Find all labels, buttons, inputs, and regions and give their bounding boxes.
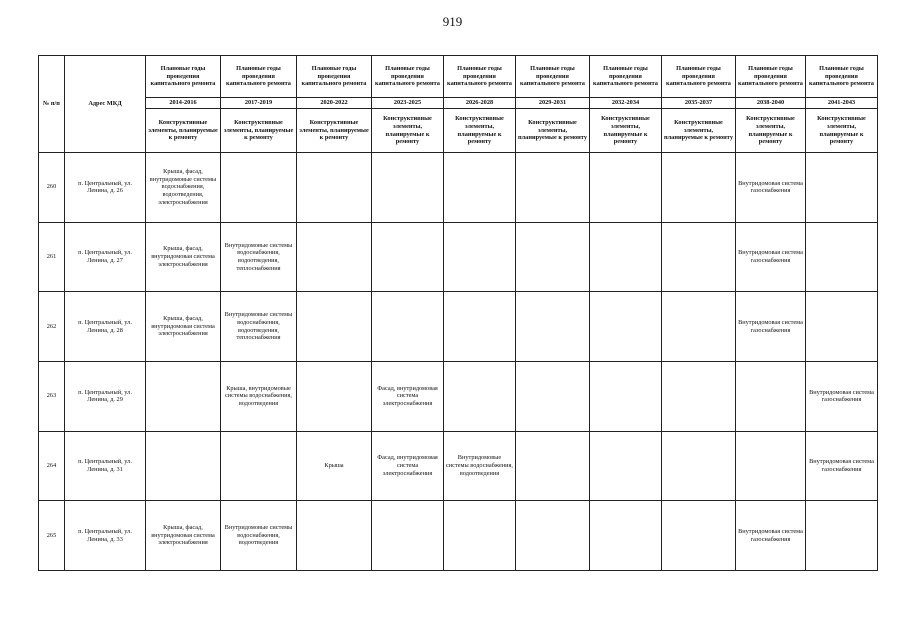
elements-cell: Внутридомовые системы водоснабжения, водоотведения, теплоснабжения <box>221 222 297 292</box>
elements-cell <box>662 501 736 571</box>
elements-cell <box>146 431 221 501</box>
elements-cell <box>662 431 736 501</box>
plan-years-header: Плановые годы проведения капитального ремонта <box>221 56 297 98</box>
elements-cell <box>662 361 736 431</box>
elements-cell <box>590 153 662 223</box>
elements-cell: Внутридомовые системы водоснабжения, водоотведения, теплоснабжения <box>221 292 297 362</box>
elements-cell <box>297 153 372 223</box>
elements-header: Конструктивные элементы, планируемые к ремонту <box>221 109 297 153</box>
capital-repair-table <box>38 55 878 571</box>
table-body <box>39 153 878 571</box>
elements-cell <box>221 431 297 501</box>
elements-cell <box>806 501 878 571</box>
elements-cell: Внутридомовые системы водоснабжения, водоотведения <box>221 501 297 571</box>
plan-years-header: Плановые годы проведения капитального ремонта <box>736 56 806 98</box>
num-header: № п/п <box>39 56 65 153</box>
elements-cell <box>516 361 590 431</box>
elements-cell <box>372 501 444 571</box>
elements-cell <box>590 361 662 431</box>
elements-cell <box>221 153 297 223</box>
plan-years-header: Плановые годы проведения капитального ремонта <box>444 56 516 98</box>
elements-cell: Внутридомовая система газоснабжения <box>806 431 878 501</box>
period-header: 2023-2025 <box>372 98 444 109</box>
elements-cell: Фасад, внутридомовая система электроснабжения <box>372 431 444 501</box>
elements-cell <box>806 292 878 362</box>
plan-years-header: Плановые годы проведения капитального ремонта <box>590 56 662 98</box>
address-cell: п. Центральный, ул. Ленина, д. 33 <box>65 501 146 571</box>
period-header: 2032-2034 <box>590 98 662 109</box>
elements-cell <box>736 431 806 501</box>
period-header: 2020-2022 <box>297 98 372 109</box>
table-row <box>39 222 878 292</box>
elements-cell <box>297 361 372 431</box>
elements-cell: Внутридомовые системы водоснабжения, водоотведения <box>444 431 516 501</box>
elements-cell: Крыша, фасад, внутридомовые системы водоснабжения, водоотведения, электроснабжения <box>146 153 221 223</box>
elements-cell: Крыша, фасад, внутридомовая система электроснабжения <box>146 501 221 571</box>
period-header: 2029-2031 <box>516 98 590 109</box>
elements-header: Конструктивные элементы, планируемые к ремонту <box>806 109 878 153</box>
table-row <box>39 292 878 362</box>
period-header: 2026-2028 <box>444 98 516 109</box>
elements-cell <box>444 222 516 292</box>
elements-cell: Крыша <box>297 431 372 501</box>
elements-header: Конструктивные элементы, планируемые к ремонту <box>590 109 662 153</box>
address-cell: п. Центральный, ул. Ленина, д. 28 <box>65 292 146 362</box>
plan-years-header: Плановые годы проведения капитального ремонта <box>372 56 444 98</box>
elements-header: Конструктивные элементы, планируемые к ремонту <box>516 109 590 153</box>
plan-years-header: Плановые годы проведения капитального ремонта <box>146 56 221 98</box>
header-plan-row <box>39 56 878 98</box>
elements-cell <box>736 361 806 431</box>
elements-cell: Внутридомовая система газоснабжения <box>736 222 806 292</box>
period-header: 2035-2037 <box>662 98 736 109</box>
elements-cell: Фасад, внутридомовая система электроснабжения <box>372 361 444 431</box>
elements-cell <box>444 361 516 431</box>
table-row <box>39 431 878 501</box>
period-header: 2017-2019 <box>221 98 297 109</box>
header-years-row <box>39 98 878 109</box>
elements-cell <box>297 501 372 571</box>
elements-header: Конструктивные элементы, планируемые к ремонту <box>736 109 806 153</box>
elements-cell <box>516 292 590 362</box>
address-header: Адрес МКД <box>65 56 146 153</box>
period-header: 2038-2040 <box>736 98 806 109</box>
elements-cell <box>372 292 444 362</box>
elements-header: Конструктивные элементы, планируемые к ремонту <box>662 109 736 153</box>
row-number: 263 <box>39 361 65 431</box>
elements-header: Конструктивные элементы, планируемые к ремонту <box>372 109 444 153</box>
elements-cell <box>146 361 221 431</box>
row-number: 265 <box>39 501 65 571</box>
address-cell: п. Центральный, ул. Ленина, д. 26 <box>65 153 146 223</box>
elements-cell <box>662 153 736 223</box>
elements-cell <box>516 501 590 571</box>
address-cell: п. Центральный, ул. Ленина, д. 29 <box>65 361 146 431</box>
elements-cell <box>516 431 590 501</box>
elements-cell <box>590 292 662 362</box>
period-header: 2041-2043 <box>806 98 878 109</box>
row-number: 260 <box>39 153 65 223</box>
elements-cell <box>806 222 878 292</box>
elements-cell <box>662 222 736 292</box>
page-number: 919 <box>442 14 463 29</box>
row-number: 264 <box>39 431 65 501</box>
elements-cell <box>806 153 878 223</box>
table-row <box>39 153 878 223</box>
elements-cell <box>297 222 372 292</box>
elements-cell <box>297 292 372 362</box>
row-number: 261 <box>39 222 65 292</box>
table-row <box>39 361 878 431</box>
elements-cell <box>590 501 662 571</box>
elements-cell <box>590 222 662 292</box>
elements-cell: Внутридомовая система газоснабжения <box>736 501 806 571</box>
elements-cell <box>590 431 662 501</box>
plan-years-header: Плановые годы проведения капитального ремонта <box>806 56 878 98</box>
plan-years-header: Плановые годы проведения капитального ремонта <box>516 56 590 98</box>
elements-cell <box>662 292 736 362</box>
elements-cell <box>444 153 516 223</box>
elements-cell: Крыша, фасад, внутридомовая система электроснабжения <box>146 222 221 292</box>
elements-cell <box>516 153 590 223</box>
row-number: 262 <box>39 292 65 362</box>
plan-years-header: Плановые годы проведения капитального ремонта <box>662 56 736 98</box>
address-cell: п. Центральный, ул. Ленина, д. 27 <box>65 222 146 292</box>
elements-header: Конструктивные элементы, планируемые к ремонту <box>444 109 516 153</box>
elements-cell <box>372 153 444 223</box>
elements-header: Конструктивные элементы, планируемые к ремонту <box>146 109 221 153</box>
elements-cell <box>444 501 516 571</box>
elements-cell <box>372 222 444 292</box>
elements-cell: Крыша, фасад, внутридомовая система электроснабжения <box>146 292 221 362</box>
plan-years-header: Плановые годы проведения капитального ремонта <box>297 56 372 98</box>
period-header: 2014-2016 <box>146 98 221 109</box>
elements-cell: Внутридомовая система газоснабжения <box>736 292 806 362</box>
table-row <box>39 501 878 571</box>
elements-cell: Внутридомовая система газоснабжения <box>806 361 878 431</box>
elements-header: Конструктивные элементы, планируемые к ремонту <box>297 109 372 153</box>
elements-cell <box>516 222 590 292</box>
address-cell: п. Центральный, ул. Ленина, д. 31 <box>65 431 146 501</box>
elements-cell: Крыша, внутридомовые системы водоснабжения, водоотведения <box>221 361 297 431</box>
header-elements-row <box>39 109 878 153</box>
elements-cell: Внутридомовая система газоснабжения <box>736 153 806 223</box>
elements-cell <box>444 292 516 362</box>
